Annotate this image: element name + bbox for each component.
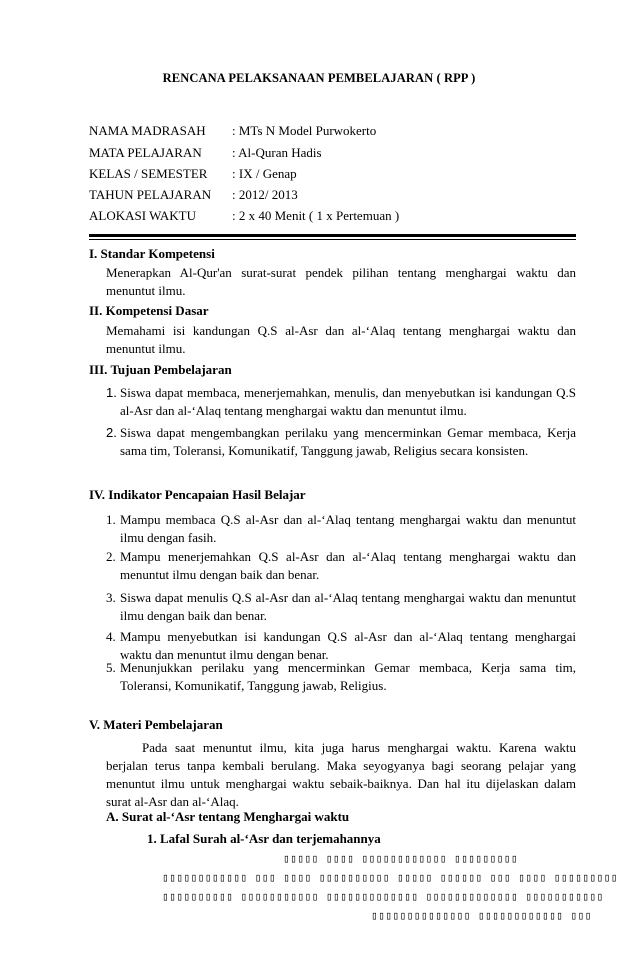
section-5-heading: V. Materi Pembelajaran — [89, 717, 223, 732]
subsection-1-heading: 1. Lafal Surah al-‘Asr dan terjemahannya — [147, 831, 381, 846]
list-number: 1. — [106, 385, 117, 400]
header-divider-thick — [89, 234, 576, 237]
info-label: NAMA MADRASAH — [89, 123, 206, 138]
section-2-text: Memahami isi kandungan Q.S al-Asr dan al-‘Alaq tentang menghargai waktu dan menuntut ilmu. — [106, 323, 576, 356]
info-value: : IX / Genap — [232, 166, 297, 181]
info-value: : 2 x 40 Menit ( 1 x Pertemuan ) — [232, 208, 400, 223]
list-number: 3. — [106, 590, 116, 605]
section-5-paragraph: Pada saat menuntut ilmu, kita juga harus menghargai waktu. Karena waktu berjalan terus tanpa kembali berulang. Maka seyogyanya bagi seorang pelajar yang menuntut ilmu untuk menghargai waktu sebaik-baiknya. Dan hal itu dijelaskan dalam surat al-Asr dan al-‘Alaq. — [106, 740, 576, 809]
arabic-text-line: ▯▯▯▯▯▯▯▯▯▯▯▯▯▯ ▯▯▯▯▯▯▯▯▯▯▯▯ ▯▯▯ — [371, 909, 592, 922]
list-number: 1. — [106, 512, 116, 527]
arabic-text-line: ▯▯▯▯▯ ▯▯▯▯ ▯▯▯▯▯▯▯▯▯▯▯▯ ▯▯▯▯▯▯▯▯▯ — [283, 852, 519, 865]
list-number: 2. — [106, 425, 117, 440]
list-text: Siswa dapat membaca, menerjemahkan, menulis, dan menyebutkan isi kandungan Q.S al-Asr dan al-‘Alaq tentang menghargai waktu dan menuntut ilmu. — [120, 385, 576, 418]
section-4-heading: IV. Indikator Pencapaian Hasil Belajar — [89, 487, 306, 502]
info-value: : 2012/ 2013 — [232, 187, 298, 202]
list-text: Mampu membaca Q.S al-Asr dan al-‘Alaq tentang menghargai waktu dan menuntut ilmu dengan fasih. — [120, 512, 576, 545]
list-text: Mampu menyebutkan isi kandungan Q.S al-Asr dan al-‘Alaq tentang menghargai waktu dan menuntut ilmu dengan benar. — [120, 629, 576, 662]
info-label: TAHUN PELAJARAN — [89, 187, 212, 202]
list-text: Siswa dapat menulis Q.S al-Asr dan al-‘Alaq tentang menghargai waktu dan menuntut ilmu dengan baik dan benar. — [120, 590, 576, 623]
arabic-text-line: ▯▯▯▯▯▯▯▯▯▯ ▯▯▯▯▯▯▯▯▯▯▯ ▯▯▯▯▯▯▯▯▯▯▯▯▯ ▯▯▯▯▯▯▯▯▯▯▯▯▯ ▯▯▯▯▯▯▯▯▯▯▯ — [162, 890, 604, 903]
document-title: RENCANA PELAKSANAAN PEMBELAJARAN ( RPP ) — [162, 71, 476, 85]
list-number: 4. — [106, 629, 116, 644]
arabic-text-line: ▯▯▯▯▯▯▯▯▯▯▯▯ ▯▯▯ ▯▯▯▯ ▯▯▯▯▯▯▯▯▯▯ ▯▯▯▯▯ ▯▯▯▯▯▯ ▯▯▯ ▯▯▯▯ ▯▯▯▯▯▯▯▯▯ — [162, 871, 618, 884]
list-text: Mampu menerjemahkan Q.S al-Asr dan al-‘Alaq tentang menghargai waktu dan menuntut ilmu dengan baik dan benar. — [120, 549, 576, 582]
section-3-heading: III. Tujuan Pembelajaran — [89, 362, 232, 377]
header-divider-thin — [89, 239, 576, 240]
info-label: ALOKASI WAKTU — [89, 208, 197, 223]
list-text: Menunjukkan perilaku yang mencerminkan Gemar membaca, Kerja sama tim, Toleransi, Komunikatif, Tanggung jawab, Religius. — [120, 660, 576, 693]
subsection-a-heading: A. Surat al-‘Asr tentang Menghargai waktu — [106, 809, 350, 824]
list-number: 2. — [106, 549, 116, 564]
info-label: MATA PELAJARAN — [89, 145, 202, 160]
info-value: : MTs N Model Purwokerto — [232, 123, 377, 138]
info-label: KELAS / SEMESTER — [89, 166, 208, 181]
section-1-text: Menerapkan Al-Qur'an surat-surat pendek pilihan tentang menghargai waktu dan menuntut ilmu. — [106, 265, 576, 298]
section-1-heading: I. Standar Kompetensi — [89, 246, 215, 261]
info-value: : Al-Quran Hadis — [232, 145, 322, 160]
list-number: 5. — [106, 660, 116, 675]
section-2-heading: II. Kompetensi Dasar — [89, 303, 209, 318]
list-text: Siswa dapat mengembangkan perilaku yang mencerminkan Gemar membaca, Kerja sama tim, Toleransi, Komunikatif, Tanggung jawab, Religius secara konsisten. — [120, 425, 576, 458]
